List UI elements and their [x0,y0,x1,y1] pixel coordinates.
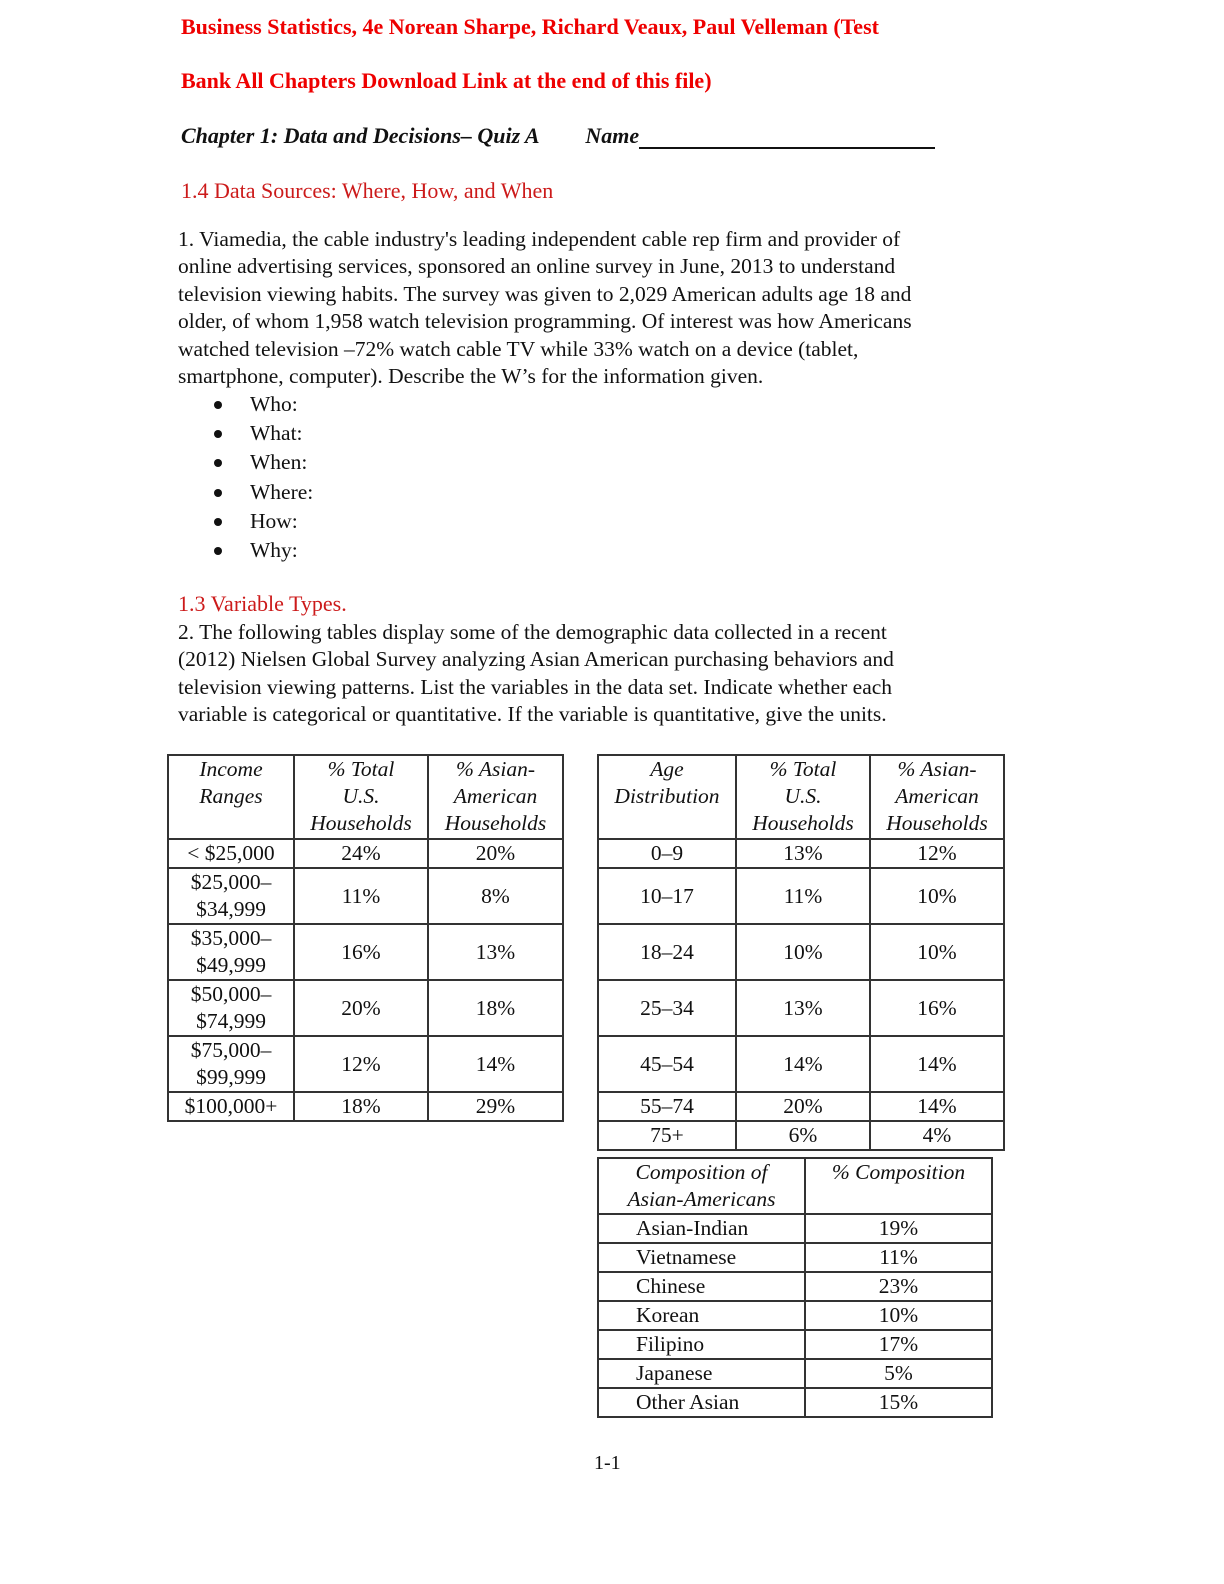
table-row [168,924,563,980]
asian-pct-cell: 16% [870,980,1004,1036]
table-header-row [598,1158,992,1214]
total-pct-cell: 18% [294,1092,428,1121]
total-pct-cell: 16% [294,924,428,980]
ws-bullet-list [178,390,313,565]
asian-pct-cell: 14% [870,1036,1004,1092]
question-1-line: 1. Viamedia, the cable industry's leading independent cable rep firm and provider of [178,227,901,251]
group-cell: Chinese [598,1272,805,1301]
column-header-age: Age Distribution [598,755,736,839]
pct-cell: 17% [805,1330,992,1359]
table-row [598,1388,992,1417]
asian-pct-cell: 14% [428,1036,563,1092]
name-field[interactable] [639,125,935,149]
table-row [598,1272,992,1301]
asian-pct-cell: 13% [428,924,563,980]
asian-pct-cell: 29% [428,1092,563,1121]
table-row [598,1092,1004,1121]
bullet-when [178,448,313,477]
total-pct-cell: 13% [736,980,870,1036]
table-row [598,1330,992,1359]
composition-table [597,1157,993,1418]
bullet-icon [214,401,222,409]
question-1-line: online advertising services, sponsored an online survey in June, 2013 to understand [178,254,896,279]
table-header-row [168,755,563,839]
income-range-cell: $35,000– $49,999 [168,924,294,980]
group-cell: Filipino [598,1330,805,1359]
column-header-total: % Total U.S. Households [736,755,870,839]
bullet-label: How: [250,508,298,533]
age-cell: 25–34 [598,980,736,1036]
pct-cell: 19% [805,1214,992,1243]
bullet-label: Who: [250,392,298,416]
group-cell: Korean [598,1301,805,1330]
pct-cell: 10% [805,1301,992,1330]
income-table [167,754,564,1122]
bullet-why [178,536,313,565]
page-number: 1-1 [594,1452,621,1474]
column-header-asian: % Asian- American Households [870,755,1004,839]
table-row [168,980,563,1036]
table-row [598,980,1004,1036]
total-pct-cell: 11% [736,868,870,924]
question-1-line: smartphone, computer). Describe the W’s for the information given. [178,364,764,389]
table-row [168,1036,563,1092]
age-table [597,754,1005,1151]
age-cell: 45–54 [598,1036,736,1092]
total-pct-cell: 20% [294,980,428,1036]
bullet-label: Why: [250,537,298,562]
document-title-line1: Business Statistics, 4e Norean Sharpe, Richard Veaux, Paul Velleman (Test [181,14,879,39]
bullet-how [178,507,313,536]
asian-pct-cell: 8% [428,868,563,924]
section-heading-data-sources: 1.4 Data Sources: Where, How, and When [181,178,554,203]
table-row [598,1121,1004,1150]
pct-cell: 23% [805,1272,992,1301]
question-2-line: variable is categorical or quantitative. If the variable is quantitative, give the units. [178,702,887,727]
question-1 [178,226,1018,390]
total-pct-cell: 10% [736,924,870,980]
table-row [598,924,1004,980]
chapter-title: Chapter 1: Data and Decisions– Quiz A [181,123,539,148]
table-row [598,868,1004,924]
pct-cell: 11% [805,1243,992,1272]
bullet-icon [214,518,222,526]
column-header-income: Income Ranges [168,755,294,839]
income-range-cell: $75,000– $99,999 [168,1036,294,1092]
asian-pct-cell: 4% [870,1121,1004,1150]
question-2-line: (2012) Nielsen Global Survey analyzing Asian American purchasing behaviors and [178,647,894,672]
asian-pct-cell: 18% [428,980,563,1036]
table-header-row [598,755,1004,839]
column-header-total: % Total U.S. Households [294,755,428,839]
age-cell: 18–24 [598,924,736,980]
total-pct-cell: 6% [736,1121,870,1150]
income-range-cell: $50,000– $74,999 [168,980,294,1036]
bullet-label: Where: [250,479,314,504]
table-row [598,1301,992,1330]
bullet-what [178,419,313,448]
question-2-line: television viewing patterns. List the variables in the data set. Indicate whether each [178,674,893,699]
asian-pct-cell: 12% [870,839,1004,868]
total-pct-cell: 13% [736,839,870,868]
asian-pct-cell: 20% [428,839,563,868]
question-2-line: 2. The following tables display some of the demographic data collected in a recent [178,620,887,644]
income-range-cell: < $25,000 [168,839,294,868]
bullet-label: What: [250,421,303,446]
column-header-composition: Composition of Asian-Americans [598,1158,805,1214]
table-row [598,1214,992,1243]
bullet-icon [214,489,222,497]
table-row [598,1359,992,1388]
asian-pct-cell: 10% [870,868,1004,924]
table-row [168,868,563,924]
question-1-line: older, of whom 1,958 watch television programming. Of interest was how Americans [178,309,912,334]
bullet-icon [214,547,222,555]
group-cell: Vietnamese [598,1243,805,1272]
group-cell: Japanese [598,1359,805,1388]
bullet-icon [214,430,222,438]
question-1-line: watched television –72% watch cable TV while 33% watch on a device (tablet, [178,336,859,361]
question-2 [178,619,1018,729]
income-range-cell: $25,000– $34,999 [168,868,294,924]
chapter-heading [181,123,935,149]
total-pct-cell: 11% [294,868,428,924]
income-range-cell: $100,000+ [168,1092,294,1121]
total-pct-cell: 12% [294,1036,428,1092]
column-header-pct-composition: % Composition [805,1158,992,1214]
group-cell: Asian-Indian [598,1214,805,1243]
table-row [168,1092,563,1121]
bullet-who [178,390,313,419]
total-pct-cell: 14% [736,1036,870,1092]
question-1-line: television viewing habits. The survey was given to 2,029 American adults age 18 and [178,281,912,306]
age-cell: 0–9 [598,839,736,868]
age-cell: 10–17 [598,868,736,924]
pct-cell: 5% [805,1359,992,1388]
group-cell: Other Asian [598,1388,805,1417]
section-heading-variable-types: 1.3 Variable Types. [178,591,347,616]
bullet-where [178,478,313,507]
table-row [598,1243,992,1272]
table-row [168,839,563,868]
total-pct-cell: 24% [294,839,428,868]
bullet-icon [214,459,222,467]
pct-cell: 15% [805,1388,992,1417]
table-row [598,1036,1004,1092]
age-cell: 55–74 [598,1092,736,1121]
asian-pct-cell: 14% [870,1092,1004,1121]
bullet-label: When: [250,450,308,475]
age-cell: 75+ [598,1121,736,1150]
total-pct-cell: 20% [736,1092,870,1121]
table-row [598,839,1004,868]
name-label: Name [585,123,640,148]
column-header-asian: % Asian- American Households [428,755,563,839]
document-title-line2: Bank All Chapters Download Link at the end of this file) [181,68,712,93]
asian-pct-cell: 10% [870,924,1004,980]
